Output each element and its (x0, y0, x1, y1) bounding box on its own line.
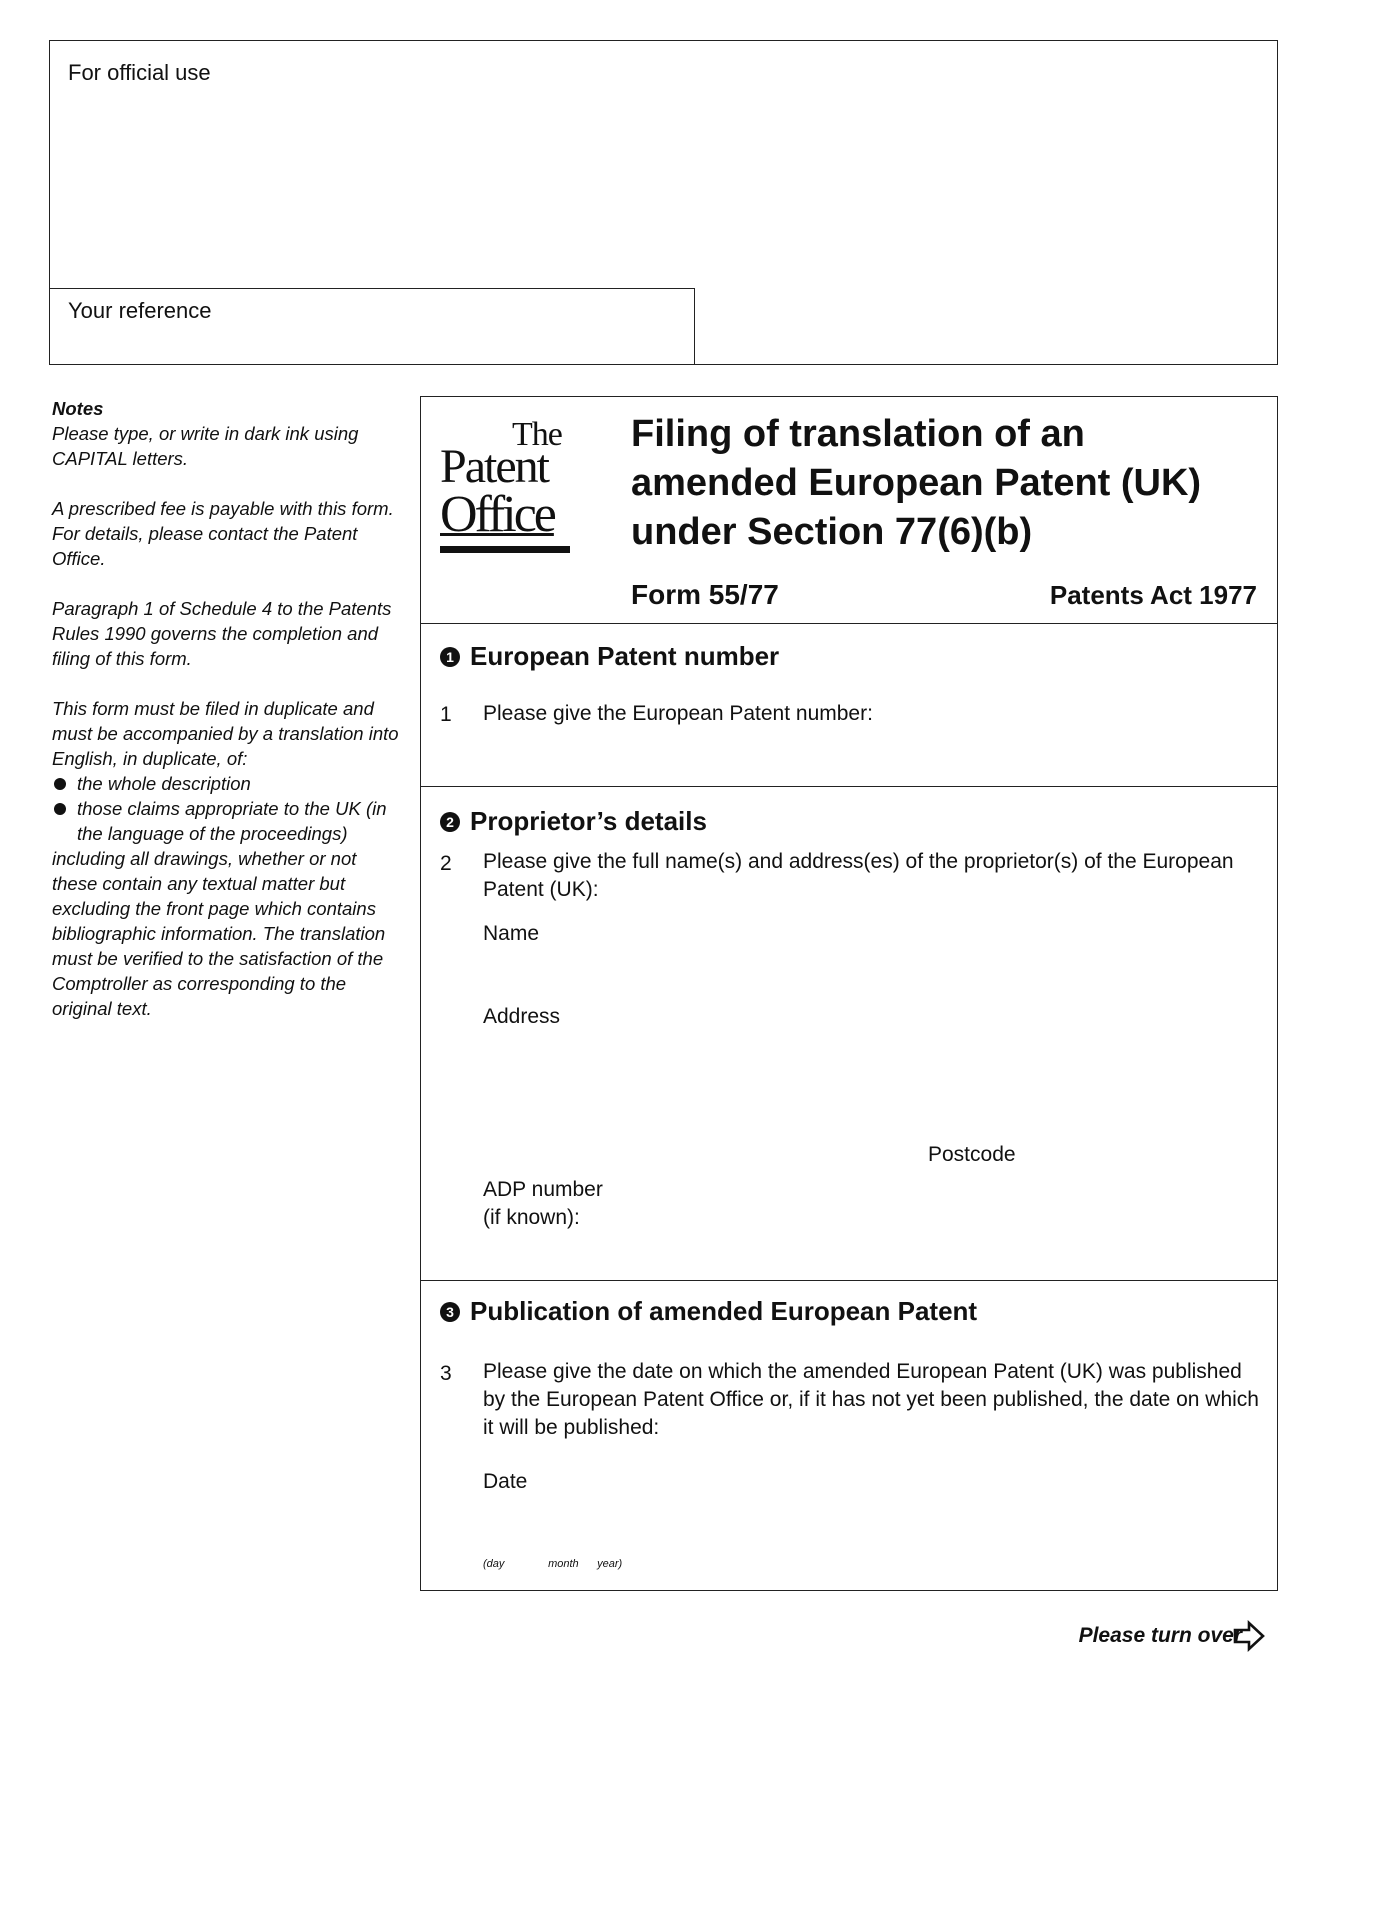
section-2-title: Proprietor’s details (470, 806, 707, 836)
patents-act: Patents Act 1977 (1049, 580, 1257, 610)
date-label[interactable]: Date (483, 1470, 528, 1493)
question-1-number: 1 (440, 703, 452, 726)
date-hint-month: month (548, 1558, 579, 1570)
date-hint-year: year) (597, 1558, 623, 1570)
notes-para-4-intro: This form must be filed in duplicate and must be accompanied by a translation into English, in duplicate, of: (52, 698, 399, 769)
question-1-text: Please give the European Patent number: (483, 702, 873, 725)
question-2-number: 2 (440, 852, 452, 875)
section-3-title: Publication of amended European Patent (470, 1296, 978, 1326)
section-1-title: European Patent number (470, 641, 780, 671)
form-title-line-3: under Section 77(6)(b) (631, 511, 1033, 553)
section-1-divider (420, 786, 1278, 787)
section-3-number-icon: 3 (440, 1302, 460, 1322)
section-1-heading (440, 641, 779, 672)
notes-bullet: the whole description (52, 771, 404, 796)
adp-number-label[interactable] (483, 1176, 603, 1232)
section-2-divider (420, 1280, 1278, 1281)
please-turn-over: Please turn over (1078, 1624, 1242, 1647)
logo-office: Office (440, 486, 554, 543)
your-reference-label: Your reference (68, 298, 212, 323)
date-hint-day: (day (483, 1558, 505, 1570)
arrow-right-outline-svg (1232, 1619, 1266, 1653)
logo-patent: Patent (440, 440, 548, 493)
question-3-number: 3 (440, 1362, 452, 1385)
logo-rule (440, 546, 570, 553)
adp-number-label-line-1: ADP number (483, 1178, 603, 1201)
section-1-number-icon: 1 (440, 647, 460, 667)
form-title-line-2: amended European Patent (UK) (631, 462, 1202, 504)
header-divider (420, 623, 1278, 624)
question-3-text: Please give the date on which the amended European Patent (UK) was published by the European Patent Office or, if it has not yet been published, the date on which it will be published: (483, 1360, 1259, 1439)
adp-number-label-line-2: (if known): (483, 1206, 580, 1229)
logo-the: The (512, 416, 562, 453)
address-label[interactable]: Address (483, 1005, 561, 1028)
notes-para-4-outro: including all drawings, whether or not these contain any textual matter but excluding the front page which contains bibliographic information. The translation must be verified to the satisfaction of the Comptroller as corresponding to the original text. (52, 848, 386, 1019)
arrow-right-outline-icon (1232, 1619, 1266, 1653)
question-2-text: Please give the full name(s) and address(es) of the proprietor(s) of the European Patent (UK): (483, 850, 1234, 901)
name-label[interactable]: Name (483, 922, 540, 945)
notes-para-1: Please type, or write in dark ink using CAPITAL letters. (52, 423, 359, 469)
notes-bullet: those claims appropriate to the UK (in the language of the proceedings) (52, 796, 404, 846)
form-title (631, 410, 1201, 557)
postcode-label[interactable]: Postcode (928, 1143, 1016, 1166)
date-format-hint (483, 1558, 622, 1570)
notes-title: Notes (52, 398, 104, 419)
section-3-heading (440, 1296, 977, 1327)
form-title-line-1: Filing of translation of an (631, 413, 1085, 455)
form-number: Form 55/77 (631, 579, 779, 610)
notes-bullet-list (52, 771, 404, 846)
section-2-number-icon: 2 (440, 812, 460, 832)
section-2-heading (440, 806, 707, 837)
notes-para-2: A prescribed fee is payable with this form. For details, please contact the Patent Office. (52, 498, 394, 569)
patent-office-logo (440, 418, 580, 568)
notes-panel (52, 396, 404, 1021)
official-use-label: For official use (68, 60, 211, 85)
notes-para-3: Paragraph 1 of Schedule 4 to the Patents Rules 1990 governs the completion and filing of this form. (52, 598, 392, 669)
